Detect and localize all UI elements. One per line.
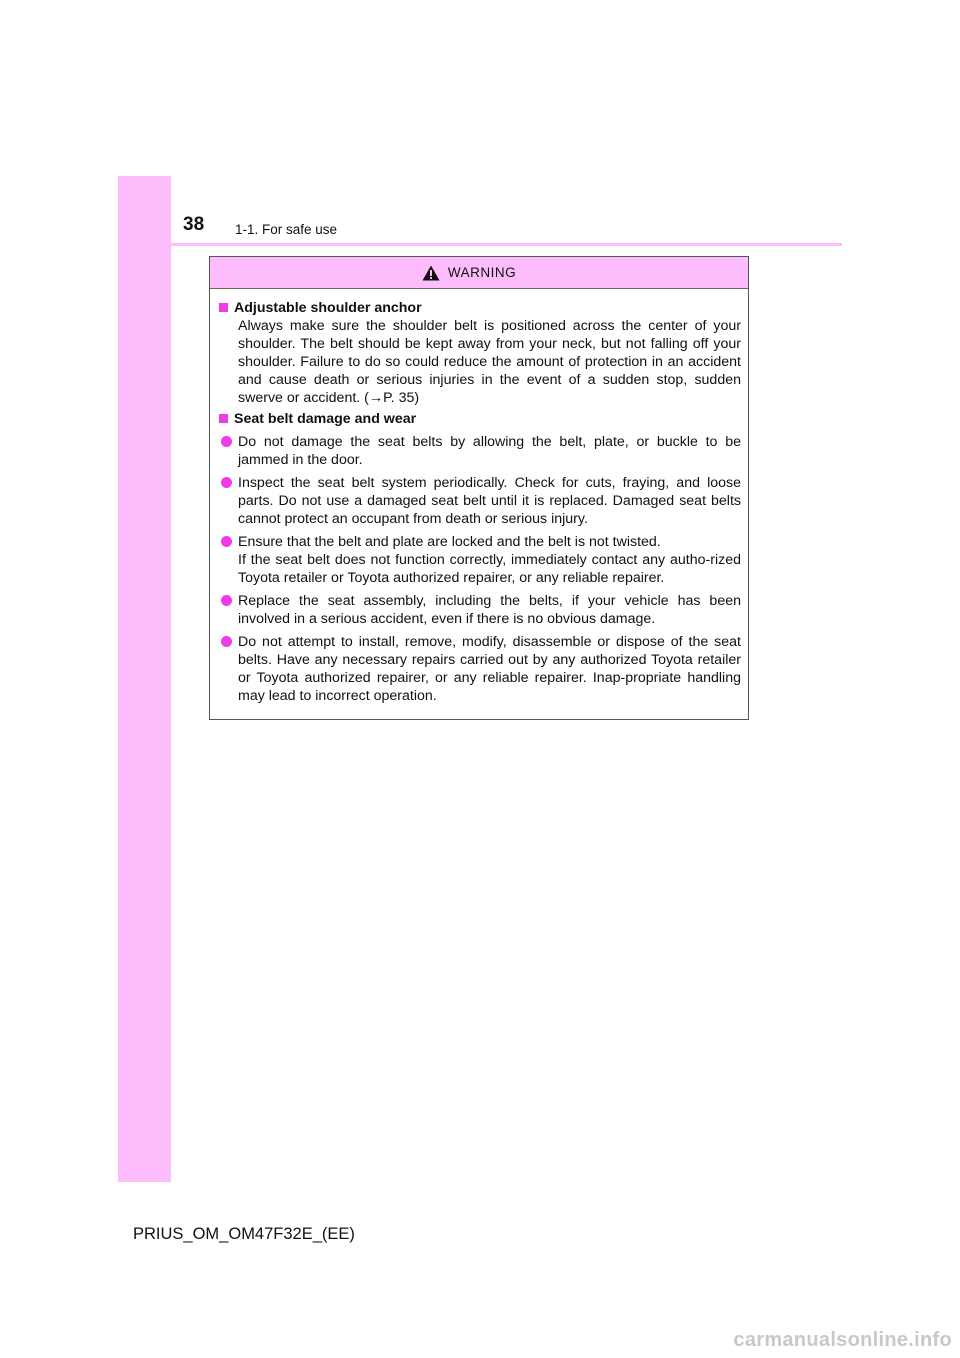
section-heading: Seat belt damage and wear	[219, 410, 741, 428]
round-bullet-icon	[221, 436, 232, 447]
warning-box	[209, 256, 749, 720]
warning-triangle-icon	[422, 265, 440, 281]
list-item: Ensure that the belt and plate are locked and the belt is not twisted. If the seat belt does not function correctly, immediately contact any autho-rized Toyota retailer or Toyota authorized repairer, or any reliable repairer.	[221, 533, 741, 587]
list-item: Do not attempt to install, remove, modify, disassemble or dispose of the seat belts. Have any necessary repairs carried out by any authorized Toyota retailer or Toyota authorized repairer, or any reliable repairer. Inap-propriate handling may lead to incorrect operation.	[221, 633, 741, 705]
page-number: 38	[183, 214, 205, 235]
warning-header	[210, 257, 748, 289]
document-code: PRIUS_OM_OM47F32E_(EE)	[133, 1225, 355, 1243]
header-rule	[118, 243, 842, 246]
warning-title: WARNING	[447, 265, 517, 280]
square-bullet-icon	[219, 414, 228, 423]
round-bullet-icon	[221, 595, 232, 606]
section-paragraph: Always make sure the shoulder belt is positioned across the center of your shoulder. The belt should be kept away from your neck, but not falling off your shoulder. Failure to do so could reduce the amount of protection in an accident and cause death or serious injuries in the event of a sudden stop, sudden swerve or accident. (→P. 35)	[238, 318, 741, 406]
square-bullet-icon	[219, 303, 228, 312]
side-tab-strip	[118, 176, 171, 1182]
list-item: Inspect the seat belt system periodically. Check for cuts, fraying, and loose parts. Do not use a damaged seat belt until it is replaced. Damaged seat belts cannot protect an occupant from death or serious injury.	[221, 474, 741, 528]
round-bullet-icon	[221, 477, 232, 488]
watermark: carmanualsonline.info	[733, 1329, 952, 1351]
list-item: Do not damage the seat belts by allowing the belt, plate, or buckle to be jammed in the door.	[221, 433, 741, 469]
section-title: 1-1. For safe use	[235, 222, 338, 237]
round-bullet-icon	[221, 636, 232, 647]
section-heading: Adjustable shoulder anchor	[219, 299, 741, 317]
warning-body	[210, 289, 748, 705]
list-item: Replace the seat assembly, including the belts, if your vehicle has been involved in a serious accident, even if there is no obvious damage.	[221, 592, 741, 628]
round-bullet-icon	[221, 536, 232, 547]
